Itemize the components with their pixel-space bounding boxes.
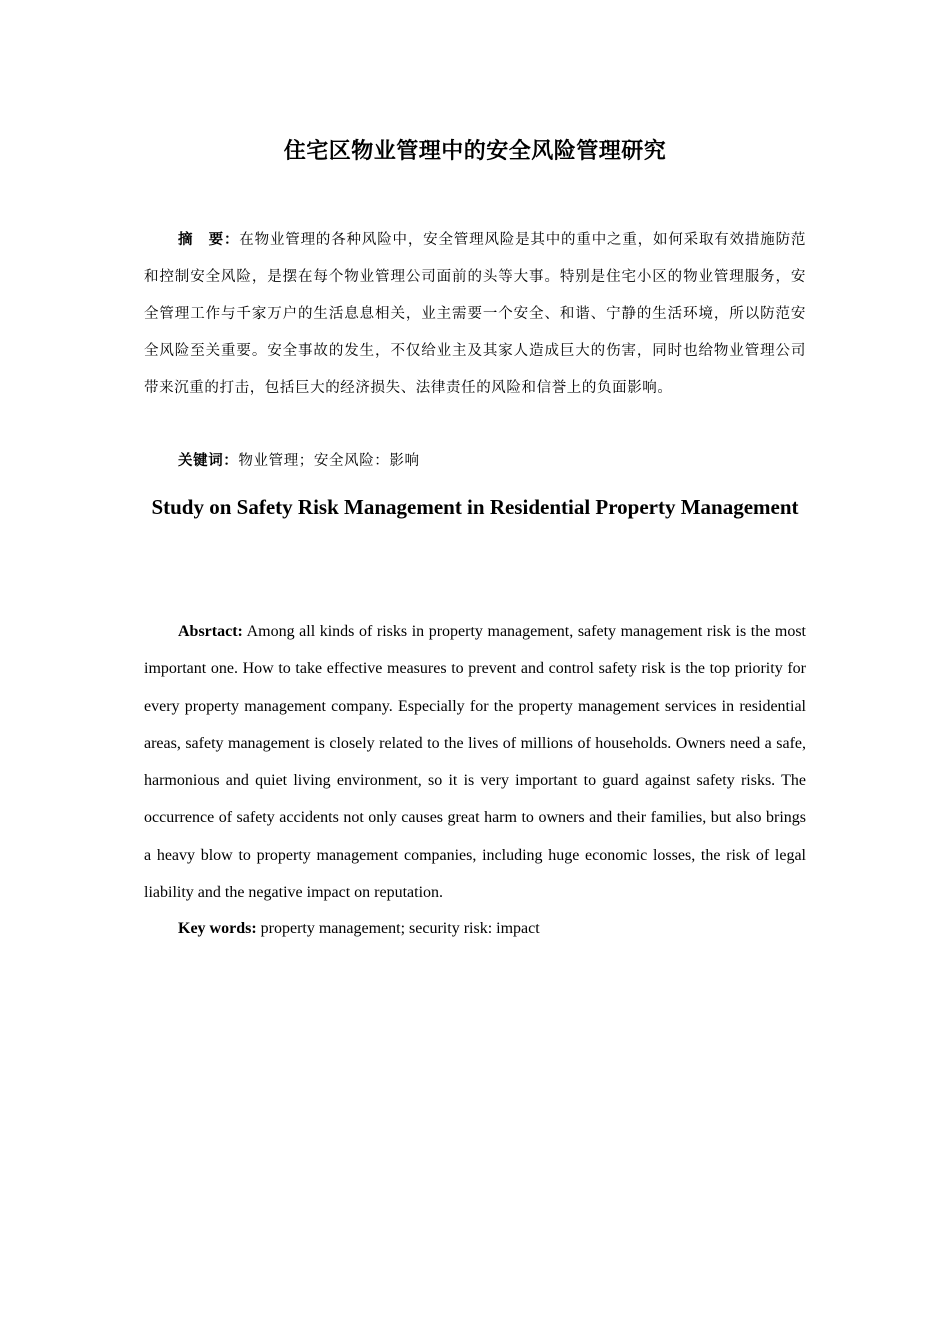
chinese-keywords-text: 物业管理；安全风险：影响 [238,453,420,469]
english-abstract-label: Absrtact: [178,623,243,640]
chinese-title: 住宅区物业管理中的安全风险管理研究 [283,139,667,164]
chinese-abstract-label: 摘 要： [178,232,240,248]
english-title: Study on Safety Risk Management in Residential Property Management [151,495,799,519]
english-abstract [144,613,806,911]
english-keywords [178,910,806,947]
english-abstract-text: Among all kinds of risks in property management, safety management risk is the most important one. How to take effective measures to prevent and control safety risk is the top priority for every property management company. Especially for the property management services in residential areas, safety management is closely related to the lives of millions of households. Owners need a safe, harmonious and quiet living environment, so it is very important to guard against safety risks. The occurrence of safety accidents not only causes great harm to owners and their families, but also brings a heavy blow to property management companies, including huge economic losses, the risk of legal liability and the negative impact on reputation. [144,623,806,902]
chinese-abstract-text: 在物业管理的各种风险中，安全管理风险是其中的重中之重，如何采取有效措施防范和控制安全风险，是摆在每个物业管理公司面前的头等大事。特别是住宅小区的物业管理服务，安全管理工作与千家万户的生活息息相关，业主需要一个安全、和谐、宁静的生活环境，所以防范安全风险至关重要。安全事故的发生，不仅给业主及其家人造成巨大的伤害，同时也给物业管理公司带来沉重的打击，包括巨大的经济损失、法律责任的风险和信誉上的负面影响。 [144,232,806,396]
chinese-keywords-label: 关键词： [178,453,239,469]
chinese-abstract [144,222,806,407]
english-keywords-label: Key words: [178,920,257,937]
english-keywords-text: property management; security risk: impact [260,920,540,937]
